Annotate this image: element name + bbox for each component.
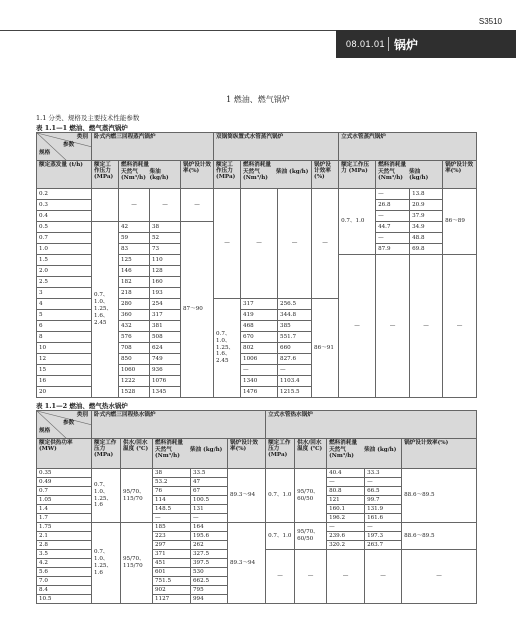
table1-g2-oil: —: [278, 365, 312, 376]
table2-g2-eff: 88.6～89.5: [402, 469, 477, 523]
chapter-number: 08.01.01: [346, 39, 386, 49]
table2-g1-oil: 33.5: [191, 469, 228, 478]
table1-g3-dash-pressure: —: [339, 255, 376, 398]
table1-g3-gas: —: [376, 233, 410, 244]
table2-g2-gas: 80.8: [327, 487, 365, 496]
table1-g1-dash: —: [119, 189, 150, 222]
table1-g1-gas: 432: [119, 321, 150, 332]
table2-rated-cell: 1.4: [37, 505, 92, 514]
table1-g3-eff: 86～89: [443, 189, 477, 255]
table2-col-rated: 额定供热功率 (MW): [37, 439, 92, 469]
table2-col-oil: 柴油 (kg/h): [190, 447, 223, 454]
table2-g1-oil: —: [191, 514, 228, 523]
table2-corner-spec: 规格: [39, 428, 51, 434]
table2-g2-oil: —: [365, 478, 402, 487]
table1-g1-oil: 1345: [150, 387, 181, 398]
table2-g2-oil: 197.3: [365, 532, 402, 541]
table2-g2-gas: 160.1: [327, 505, 365, 514]
table2-g1-eff: 89.3～94: [228, 469, 266, 523]
table2-g2-gas: —: [327, 478, 365, 487]
table1-rated-cell: 15: [37, 365, 92, 376]
table1-rated-cell: 3: [37, 288, 92, 299]
table2-g2-oil: 131.9: [365, 505, 402, 514]
table2-g2-oil: 66.5: [365, 487, 402, 496]
table2-g1-gas: 76: [153, 487, 191, 496]
table2-col-gas: 天然气 (Nm³/h): [155, 447, 180, 460]
table2-rated-cell: 5.6: [37, 568, 92, 577]
table2-g2-oil: 33.3: [365, 469, 402, 478]
table2-rated-cell: 0.35: [37, 469, 92, 478]
table2-g2-pressure: 0.7、1.0: [266, 469, 295, 523]
table1-g2-pressure: 0.7、1.0、1.25、1.6、2.45: [214, 299, 241, 398]
chapter-title: 锅炉: [394, 38, 419, 52]
table2-rated-cell: 1.75: [37, 523, 92, 532]
table2-rated-cell: 7.0: [37, 577, 92, 586]
table2-col-temp: 供水/回水温度 (℃): [121, 439, 153, 469]
table1-col-oil-3: 柴油 (kg/h): [409, 169, 429, 182]
table2-g1-temp: 95/70、115/70: [121, 469, 153, 523]
table1-g2-gas: 419: [241, 310, 278, 321]
table1-col-fuel-label: 燃料消耗量: [121, 162, 149, 168]
table1-g2-gas: 802: [241, 343, 278, 354]
table1-g1-gas: 850: [119, 354, 150, 365]
table2-g1-oil: 47: [191, 478, 228, 487]
table1-g3-gas: —: [376, 189, 410, 200]
hot-water-boiler-table: [36, 410, 477, 604]
table2-g1-gas: 297: [153, 541, 191, 550]
table1-g1-oil: 749: [150, 354, 181, 365]
table1-rated-cell: 8: [37, 332, 92, 343]
table1-group-1: 卧式内燃三回程蒸汽锅炉: [92, 133, 214, 161]
table1-col-fuel: [119, 161, 181, 189]
table1-g3-gas: —: [376, 211, 410, 222]
table2-g1-gas: 902: [153, 586, 191, 595]
table2-rated-cell: 8.4: [37, 586, 92, 595]
table1-g2-oil: 344.8: [278, 310, 312, 321]
table1-g2-oil: 827.6: [278, 354, 312, 365]
table1-g3-dash-gas: —: [376, 255, 410, 398]
table1-g2-gas: —: [241, 365, 278, 376]
table1-g2-oil: 1103.4: [278, 376, 312, 387]
table1-g1-gas: 1222: [119, 376, 150, 387]
table1-g1-oil: 624: [150, 343, 181, 354]
table2-g1-gas: 1127: [153, 595, 191, 604]
table2-g1-pressure: 0.7、1.0、1.25、1.6: [92, 469, 121, 523]
table1-col-rated: 额定蒸发量 (t/h): [37, 161, 92, 189]
table2-g1-oil: 994: [191, 595, 228, 604]
table2-group-1: 卧式内燃三回程热水锅炉: [92, 411, 266, 439]
table2-g1-gas: 53.2: [153, 478, 191, 487]
table1-rated-cell: 6: [37, 321, 92, 332]
table1-g1-oil: 128: [150, 266, 181, 277]
table1-col-oil: 柴油 (kg/h): [149, 169, 169, 182]
table1-g1-blank: [92, 189, 119, 222]
table2-g2-eff-b: 88.6～89.5: [402, 523, 477, 550]
table1-col-gas: 天然气 (Nm³/h): [121, 169, 146, 182]
table2-g1-gas: —: [153, 514, 191, 523]
table2-g1-gas: 185: [153, 523, 191, 532]
table1-g1-oil: 381: [150, 321, 181, 332]
table1-g2-gas: 1476: [241, 387, 278, 398]
table1-rated-cell: 0.4: [37, 211, 92, 222]
table2-g1-gas: 38: [153, 469, 191, 478]
table2-g1-oil: 67: [191, 487, 228, 496]
table2-g1-oil: 662.5: [191, 577, 228, 586]
table1-g1-dash: —: [181, 189, 214, 222]
table2-g2-oil: 263.7: [365, 541, 402, 550]
table2-g2-dash-eff: —: [402, 550, 477, 604]
table2-g2-gas: —: [327, 523, 365, 532]
table1-g2-gas: 1340: [241, 376, 278, 387]
table1-g2-oil: 256.5: [278, 299, 312, 310]
table2-rated-cell: 1.7: [37, 514, 92, 523]
table1-g3-dash-eff: —: [443, 255, 477, 398]
chapter-bar: [336, 30, 516, 58]
table1-rated-cell: 0.5: [37, 222, 92, 233]
table2-g1-oil: 530: [191, 568, 228, 577]
table1-g1-oil: 254: [150, 299, 181, 310]
table1-rated-cell: 0.7: [37, 233, 92, 244]
table1-g2-oil: 551.7: [278, 332, 312, 343]
table1-g1-oil: 317: [150, 310, 181, 321]
table1-g1-oil: 110: [150, 255, 181, 266]
table1-rated-cell: 20: [37, 387, 92, 398]
table1-col-fuel-label-2: 燃料消耗量: [243, 162, 272, 168]
table1-g1-gas: 576: [119, 332, 150, 343]
table1-rated-cell: 0.3: [37, 200, 92, 211]
table2-rated-cell: 3.5: [37, 550, 92, 559]
table2-col-eff-2: 锅炉设计效率(%): [402, 439, 477, 469]
table1-g1-oil: 508: [150, 332, 181, 343]
table1-g2-oil: 1215.5: [278, 387, 312, 398]
table1-g1-gas: 83: [119, 244, 150, 255]
table1-g1-oil: 52: [150, 233, 181, 244]
table1-g3-gas: 44.7: [376, 222, 410, 233]
table1-g1-gas: 280: [119, 299, 150, 310]
table1-col-pressure-2: 额定工作压力 (MPa): [214, 161, 241, 189]
table2-g2-gas: 239.6: [327, 532, 365, 541]
table1-g1-oil: 73: [150, 244, 181, 255]
table2-g1-gas: 451: [153, 559, 191, 568]
table1-col-pressure: 额定工作压力 (MPa): [92, 161, 119, 189]
table2-g1-gas: 223: [153, 532, 191, 541]
table2-g1-oil: 100.5: [191, 496, 228, 505]
table2-row: [37, 523, 477, 532]
table1-g1-oil: 38: [150, 222, 181, 233]
document-code: S3510: [478, 17, 502, 26]
table2-g1-oil: 164: [191, 523, 228, 532]
table2-g1-oil: 795: [191, 586, 228, 595]
table1-rated-cell: 2.5: [37, 277, 92, 288]
table2-g1-oil: 195.6: [191, 532, 228, 541]
table1-g2-oil: 385: [278, 321, 312, 332]
table2-g2-temp-b: 95/70、60/50: [295, 523, 327, 550]
table2-g2-dash-gas: —: [327, 550, 365, 604]
table1-g2-dash: —: [214, 189, 241, 299]
table2-col-fuel: [153, 439, 228, 469]
chapter-separator: [388, 37, 389, 51]
table1-g3-oil: 69.8: [410, 244, 443, 255]
table1-col-eff-3: 锅炉设计效率(%): [443, 161, 477, 189]
table2-col-fuel-2: [327, 439, 402, 469]
table2-rated-cell: 10.5: [37, 595, 92, 604]
table1-g1-oil: 936: [150, 365, 181, 376]
table1-col-fuel-2: [241, 161, 312, 189]
table1-g1-gas: 42: [119, 222, 150, 233]
table2-g1-oil: 262: [191, 541, 228, 550]
table2-rated-cell: 2.8: [37, 541, 92, 550]
table2-g1-eff-b: 89.3～94: [228, 523, 266, 604]
table1-g2-dash: —: [278, 189, 312, 299]
table2-g1-gas: 114: [153, 496, 191, 505]
table2-g1-gas: 148.5: [153, 505, 191, 514]
table2-g1-oil: 131: [191, 505, 228, 514]
table2-g2-gas: 40.4: [327, 469, 365, 478]
table2-corner-category: 类别: [76, 412, 88, 418]
table1-rated-cell: 2.0: [37, 266, 92, 277]
table1-col-fuel-label-3: 燃料消耗量: [378, 162, 407, 168]
table2-g2-dash-oil: —: [365, 550, 402, 604]
section-title: 1 燃油、燃气锅炉: [226, 95, 290, 104]
table2-rated-cell: 4.2: [37, 559, 92, 568]
table2-g2-gas: 196.2: [327, 514, 365, 523]
table2-g1-oil: 397.5: [191, 559, 228, 568]
table1-rated-cell: 4: [37, 299, 92, 310]
table2-g1-gas: 751.5: [153, 577, 191, 586]
table1-g2-dash: —: [312, 189, 339, 299]
table1-g1-gas: 1528: [119, 387, 150, 398]
table2-col-gas-2: 天然气 (Nm³/h): [329, 447, 354, 460]
table1-rated-cell: 1.5: [37, 255, 92, 266]
table1-g1-pressure: 0.7、1.0、1.25、1.6、2.45: [92, 222, 119, 398]
table2-corner-cell: [37, 411, 92, 439]
table1-rated-cell: 16: [37, 376, 92, 387]
table1-g1-gas: 1060: [119, 365, 150, 376]
table1-g1-gas: 59: [119, 233, 150, 244]
table1-corner-cell: [37, 133, 92, 161]
table1-g3-oil: 48.8: [410, 233, 443, 244]
table1-caption: 表 1.1—1 燃油、燃气蒸汽锅炉: [36, 124, 128, 132]
table2-g1-pressure-b: 0.7、1.0、1.25、1.6: [92, 523, 121, 604]
table2-col-pressure: 额定工作压力 (MPa): [92, 439, 121, 469]
table1-g1-gas: 182: [119, 277, 150, 288]
table1-g1-gas: 708: [119, 343, 150, 354]
table1-g2-oil: 660: [278, 343, 312, 354]
table2-col-fuel-label: 燃料消耗量: [155, 440, 183, 446]
table2-rated-cell: 1.05: [37, 496, 92, 505]
table1-row: [37, 189, 477, 200]
table1-col-oil-2: 柴油 (kg/h): [276, 169, 309, 176]
table1-g1-gas: 218: [119, 288, 150, 299]
table1-col-eff-2: 锅炉设计效率(%): [312, 161, 339, 189]
table2-caption: 表 1.1—2 燃油、燃气热水锅炉: [36, 402, 128, 410]
table2-rated-cell: 2.1: [37, 532, 92, 541]
table1-g3-gas: 87.9: [376, 244, 410, 255]
table1-g3-gas: 26.8: [376, 200, 410, 211]
table2-col-oil-2: 柴油 (kg/h): [364, 447, 397, 454]
table2-g1-gas: 601: [153, 568, 191, 577]
table2-rated-cell: 0.49: [37, 478, 92, 487]
subsection-title: 1.1 分类、规格及主要技术性能参数: [36, 114, 140, 122]
table1-col-eff: 锅炉设计效率(%): [181, 161, 214, 189]
table2-g2-oil: 161.6: [365, 514, 402, 523]
table1-g1-gas: 125: [119, 255, 150, 266]
table1-g3-oil: 37.9: [410, 211, 443, 222]
table1-corner-spec: 规格: [39, 150, 51, 156]
table2-col-fuel-label-2: 燃料消耗量: [329, 440, 358, 446]
steam-boiler-table: [36, 132, 477, 398]
table2-col-pressure-2: 额定工作压力 (MPa): [266, 439, 295, 469]
table2-group-2: 立式水管热水锅炉: [266, 411, 477, 439]
table1-group-2: 双锅筒纵置式水管蒸汽锅炉: [214, 133, 339, 161]
table1-g3-oil: 20.9: [410, 200, 443, 211]
table1-g1-dash: —: [150, 189, 181, 222]
table1-g1-oil: 193: [150, 288, 181, 299]
table2-col-eff: 锅炉设计效率(%): [228, 439, 266, 469]
table2-g2-temp: 95/70、60/50: [295, 469, 327, 523]
table2-g2-dash-pressure: —: [266, 550, 295, 604]
table2-g2-gas: 121: [327, 496, 365, 505]
table1-col-fuel-3: [376, 161, 443, 189]
table1-col-gas-3: 天然气 (Nm³/h): [378, 169, 403, 182]
table1-col-gas-2: 天然气 (Nm³/h): [243, 169, 268, 182]
table1-group-3: 立式水管蒸汽锅炉: [339, 133, 477, 161]
table2-rated-cell: 0.7: [37, 487, 92, 496]
table1-g3-pressure: 0.7、1.0: [339, 189, 376, 255]
table1-rated-cell: 0.2: [37, 189, 92, 200]
table1-g2-gas: 670: [241, 332, 278, 343]
table1-g2-gas: 317: [241, 299, 278, 310]
table2-col-temp-2: 供水/回水温度 (℃): [295, 439, 327, 469]
table1-g3-dash-oil: —: [410, 255, 443, 398]
table1-g1-gas: 360: [119, 310, 150, 321]
table2-g1-temp-b: 95/70、115/70: [121, 523, 153, 604]
table1-rated-cell: 10: [37, 343, 92, 354]
table1-corner-category: 类别: [76, 134, 88, 140]
table1-g2-gas: 1006: [241, 354, 278, 365]
table2-g2-oil: 99.7: [365, 496, 402, 505]
table1-g1-oil: 1076: [150, 376, 181, 387]
table2-g2-dash-temp: —: [295, 550, 327, 604]
table2-g1-gas: 371: [153, 550, 191, 559]
table1-corner-params: 参数: [63, 142, 75, 148]
table1-rated-cell: 1.0: [37, 244, 92, 255]
table1-g2-dash: —: [241, 189, 278, 299]
table1-rated-cell: 12: [37, 354, 92, 365]
table1-g1-gas: 146: [119, 266, 150, 277]
table2-g2-oil: —: [365, 523, 402, 532]
table2-g1-oil: 327.5: [191, 550, 228, 559]
table1-g2-gas: 468: [241, 321, 278, 332]
table1-g1-oil: 160: [150, 277, 181, 288]
table1-g3-oil: 13.8: [410, 189, 443, 200]
table2-g2-gas: 320.2: [327, 541, 365, 550]
table2-corner-params: 参数: [63, 420, 75, 426]
table1-g3-oil: 34.9: [410, 222, 443, 233]
table1-col-pressure-3: 额定工作压力 (MPa): [339, 161, 376, 189]
table2-row: [37, 469, 477, 478]
table1-g1-eff: 87～90: [181, 222, 214, 398]
table2-g2-pressure-b: 0.7、1.0: [266, 523, 295, 550]
table1-rated-cell: 5: [37, 310, 92, 321]
table1-g2-eff: 86～91: [312, 299, 339, 398]
